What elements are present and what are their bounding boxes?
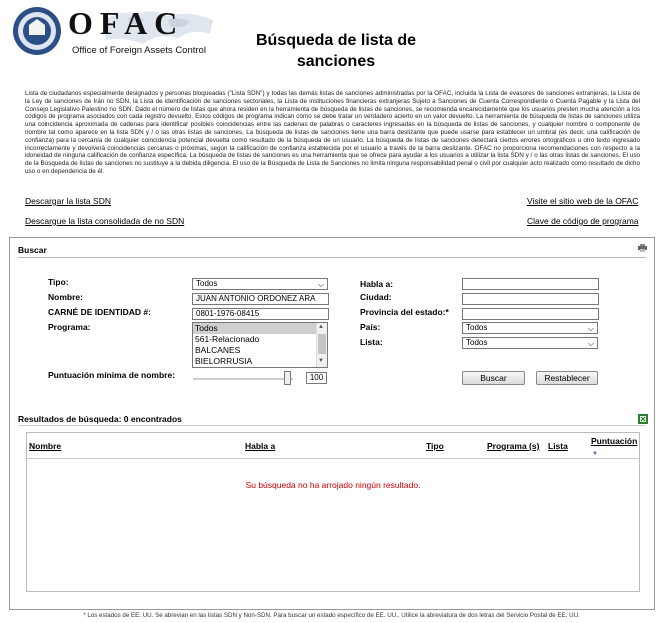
- programa-option[interactable]: BIELORRUSIA: [195, 356, 253, 366]
- programa-listbox[interactable]: [192, 322, 328, 368]
- results-table: [26, 432, 640, 592]
- chevron-down-icon: ⌵: [317, 280, 324, 289]
- footnote: * Los estados de EE. UU. Se abrevian en las listas SDN y Non-SDN. Para buscar un estado específico de EE. UU., Utilice la abreviatura de dos letras del Servicio Postal de EE. UU.: [83, 612, 580, 619]
- pais-select[interactable]: [462, 322, 598, 334]
- program-code-key-link[interactable]: Clave de código de programa: [527, 216, 639, 226]
- ciudad-label: Ciudad:: [360, 292, 392, 302]
- habla-input[interactable]: [462, 278, 599, 290]
- reset-button[interactable]: Restablecer: [536, 371, 598, 385]
- pais-select-value: Todos: [466, 323, 488, 332]
- download-sdn-link[interactable]: Descargar la lista SDN: [25, 196, 111, 206]
- chevron-down-icon: ⌵: [587, 324, 594, 333]
- lista-label: Lista:: [360, 337, 383, 347]
- programa-scrollbar[interactable]: [316, 323, 327, 367]
- search-button[interactable]: Buscar: [462, 371, 525, 385]
- score-label: Puntuación mínima de nombre:: [48, 370, 176, 380]
- score-slider-track[interactable]: [193, 378, 293, 380]
- visit-ofac-site-link[interactable]: Visite el sitio web de la OFAC: [527, 196, 639, 206]
- chevron-down-icon: ⌵: [587, 339, 594, 348]
- page-title-line1: Búsqueda de lista de: [255, 32, 417, 49]
- intro-text: Lista de ciudadanos especialmente designados y personas bloqueadas ("Lista SDN") y todas las demás listas de sanciones administradas por la OFAC, incluida la Lista de evasores de sanciones extranjeras, la Lista de la Ley de sanciones de Irán no SDN, la Lista de identificación de sanciones sectoriales, la Lista de instituciones financieras extranjeras Sujeto a Sanciones de Cuenta Correspondiente o Cuenta Pagable y la Lista del Consejo Legislativo Palestino no SDN. Dado el número de listas que ahora residen en la herramienta de búsqueda de listas de sanciones, se recomienda encarecidamente que los usuarios presten mucha atención a los códigos de programa asociados con cada registro devuelto. Estos códigos de programa indican cómo se debe tratar un verdadero acierto en un valor devuelto. La herramienta de búsqueda de listas de sanciones utiliza una coincidencia aproximada de cadenas para identificar posibles coincidencias entre las cadenas de palabras o caracteres ingresadas en la búsqueda de listas de sanciones, y cualquier nombre o componente de nombre tal como aparece en la lista SDN y / o las otras listas de sanciones. La búsqueda de listas de sanciones tiene una barra deslizante que puede usarse para establecer un umbral (es decir, una calificación de confianza) para la cercanía de cualquier coincidencia potencial devuelta como resultado de la búsqueda de un usuario. La búsqueda de listas de sanciones detectará ciertos errores ortográficos u otro texto ingresado incorrectamente y devolverá coincidencias cercanas o próximas, según la calificación de confianza establecida por el usuario a través de la barra deslizante. OFAC no proporciona recomendaciones con respecto a la idoneidad de ninguna calificación de confianza específica. La búsqueda de listas de sanciones es una herramienta que se ofrece para ayudar a los usuarios a utilizar la lista SDN y / o las otras listas de sanciones. El uso de la Búsqueda de listas de sanciones no sustituye a la debida diligencia. El uso de la Búsqueda de Lista de Sanciones no limita ninguna responsabilidad penal o civil por cualquier acto realizado como resultado de dicho uso o en dependencia de él.: [25, 90, 640, 175]
- results-title: Resultados de búsqueda: 0 encontrados: [18, 414, 182, 424]
- column-header-lista[interactable]: Lista: [548, 441, 568, 451]
- column-header-puntuacion[interactable]: Puntuación: [591, 436, 638, 446]
- divider: [18, 257, 646, 258]
- column-header-tipo[interactable]: Tipo: [426, 441, 444, 451]
- ofac-logo: [12, 4, 212, 64]
- programa-option[interactable]: BALCANES: [195, 345, 241, 355]
- column-header-programa[interactable]: Programa (s): [487, 441, 540, 451]
- nombre-input[interactable]: JUAN ANTONIO ORDONEZ ARA: [192, 293, 329, 305]
- pais-label: País:: [360, 322, 381, 332]
- search-panel-title: Buscar: [18, 245, 47, 255]
- provincia-input[interactable]: [462, 308, 599, 320]
- programa-option[interactable]: 561-Relacionado: [195, 334, 260, 344]
- scrollbar-thumb[interactable]: [318, 334, 326, 354]
- logo-wordmark: OFAC: [68, 5, 185, 41]
- page-title-line2: sanciones: [296, 53, 376, 70]
- tipo-select-value: Todos: [196, 279, 218, 288]
- provincia-label: Provincia del estado:*: [360, 307, 449, 317]
- column-header-habla[interactable]: Habla a: [245, 441, 276, 451]
- page-title: [236, 30, 436, 72]
- tipo-select[interactable]: [192, 278, 328, 290]
- score-slider-thumb[interactable]: [284, 371, 291, 385]
- programa-label: Programa:: [48, 322, 91, 332]
- sort-descending-icon: ▼: [592, 451, 598, 457]
- scroll-up-icon[interactable]: ▲: [318, 324, 324, 330]
- logo-subtitle: Office of Foreign Assets Control: [72, 45, 206, 56]
- treasury-seal-icon: [12, 6, 62, 56]
- nombre-label: Nombre:: [48, 292, 83, 302]
- excel-export-icon[interactable]: [638, 414, 648, 424]
- programa-option[interactable]: Todos: [193, 323, 327, 334]
- id-label: CARNÉ DE IDENTIDAD #:: [48, 307, 151, 317]
- id-input[interactable]: 0801-1976-08415: [192, 308, 329, 320]
- habla-label: Habla a:: [360, 279, 394, 289]
- tipo-label: Tipo:: [48, 277, 69, 287]
- print-icon[interactable]: [638, 244, 647, 252]
- lista-select[interactable]: [462, 337, 598, 349]
- ciudad-input[interactable]: [462, 293, 599, 305]
- lista-select-value: Todos: [466, 338, 488, 347]
- download-consolidated-link[interactable]: Descargue la lista consolidada de no SDN: [25, 216, 185, 226]
- scroll-down-icon[interactable]: ▼: [318, 358, 324, 364]
- divider: [18, 425, 646, 426]
- empty-results-message: Su búsqueda no ha arrojado ningún resultado.: [245, 480, 421, 490]
- column-header-nombre[interactable]: Nombre: [29, 441, 62, 451]
- search-panel: [9, 237, 655, 610]
- score-value-input[interactable]: 100: [306, 372, 327, 384]
- divider: [27, 458, 639, 459]
